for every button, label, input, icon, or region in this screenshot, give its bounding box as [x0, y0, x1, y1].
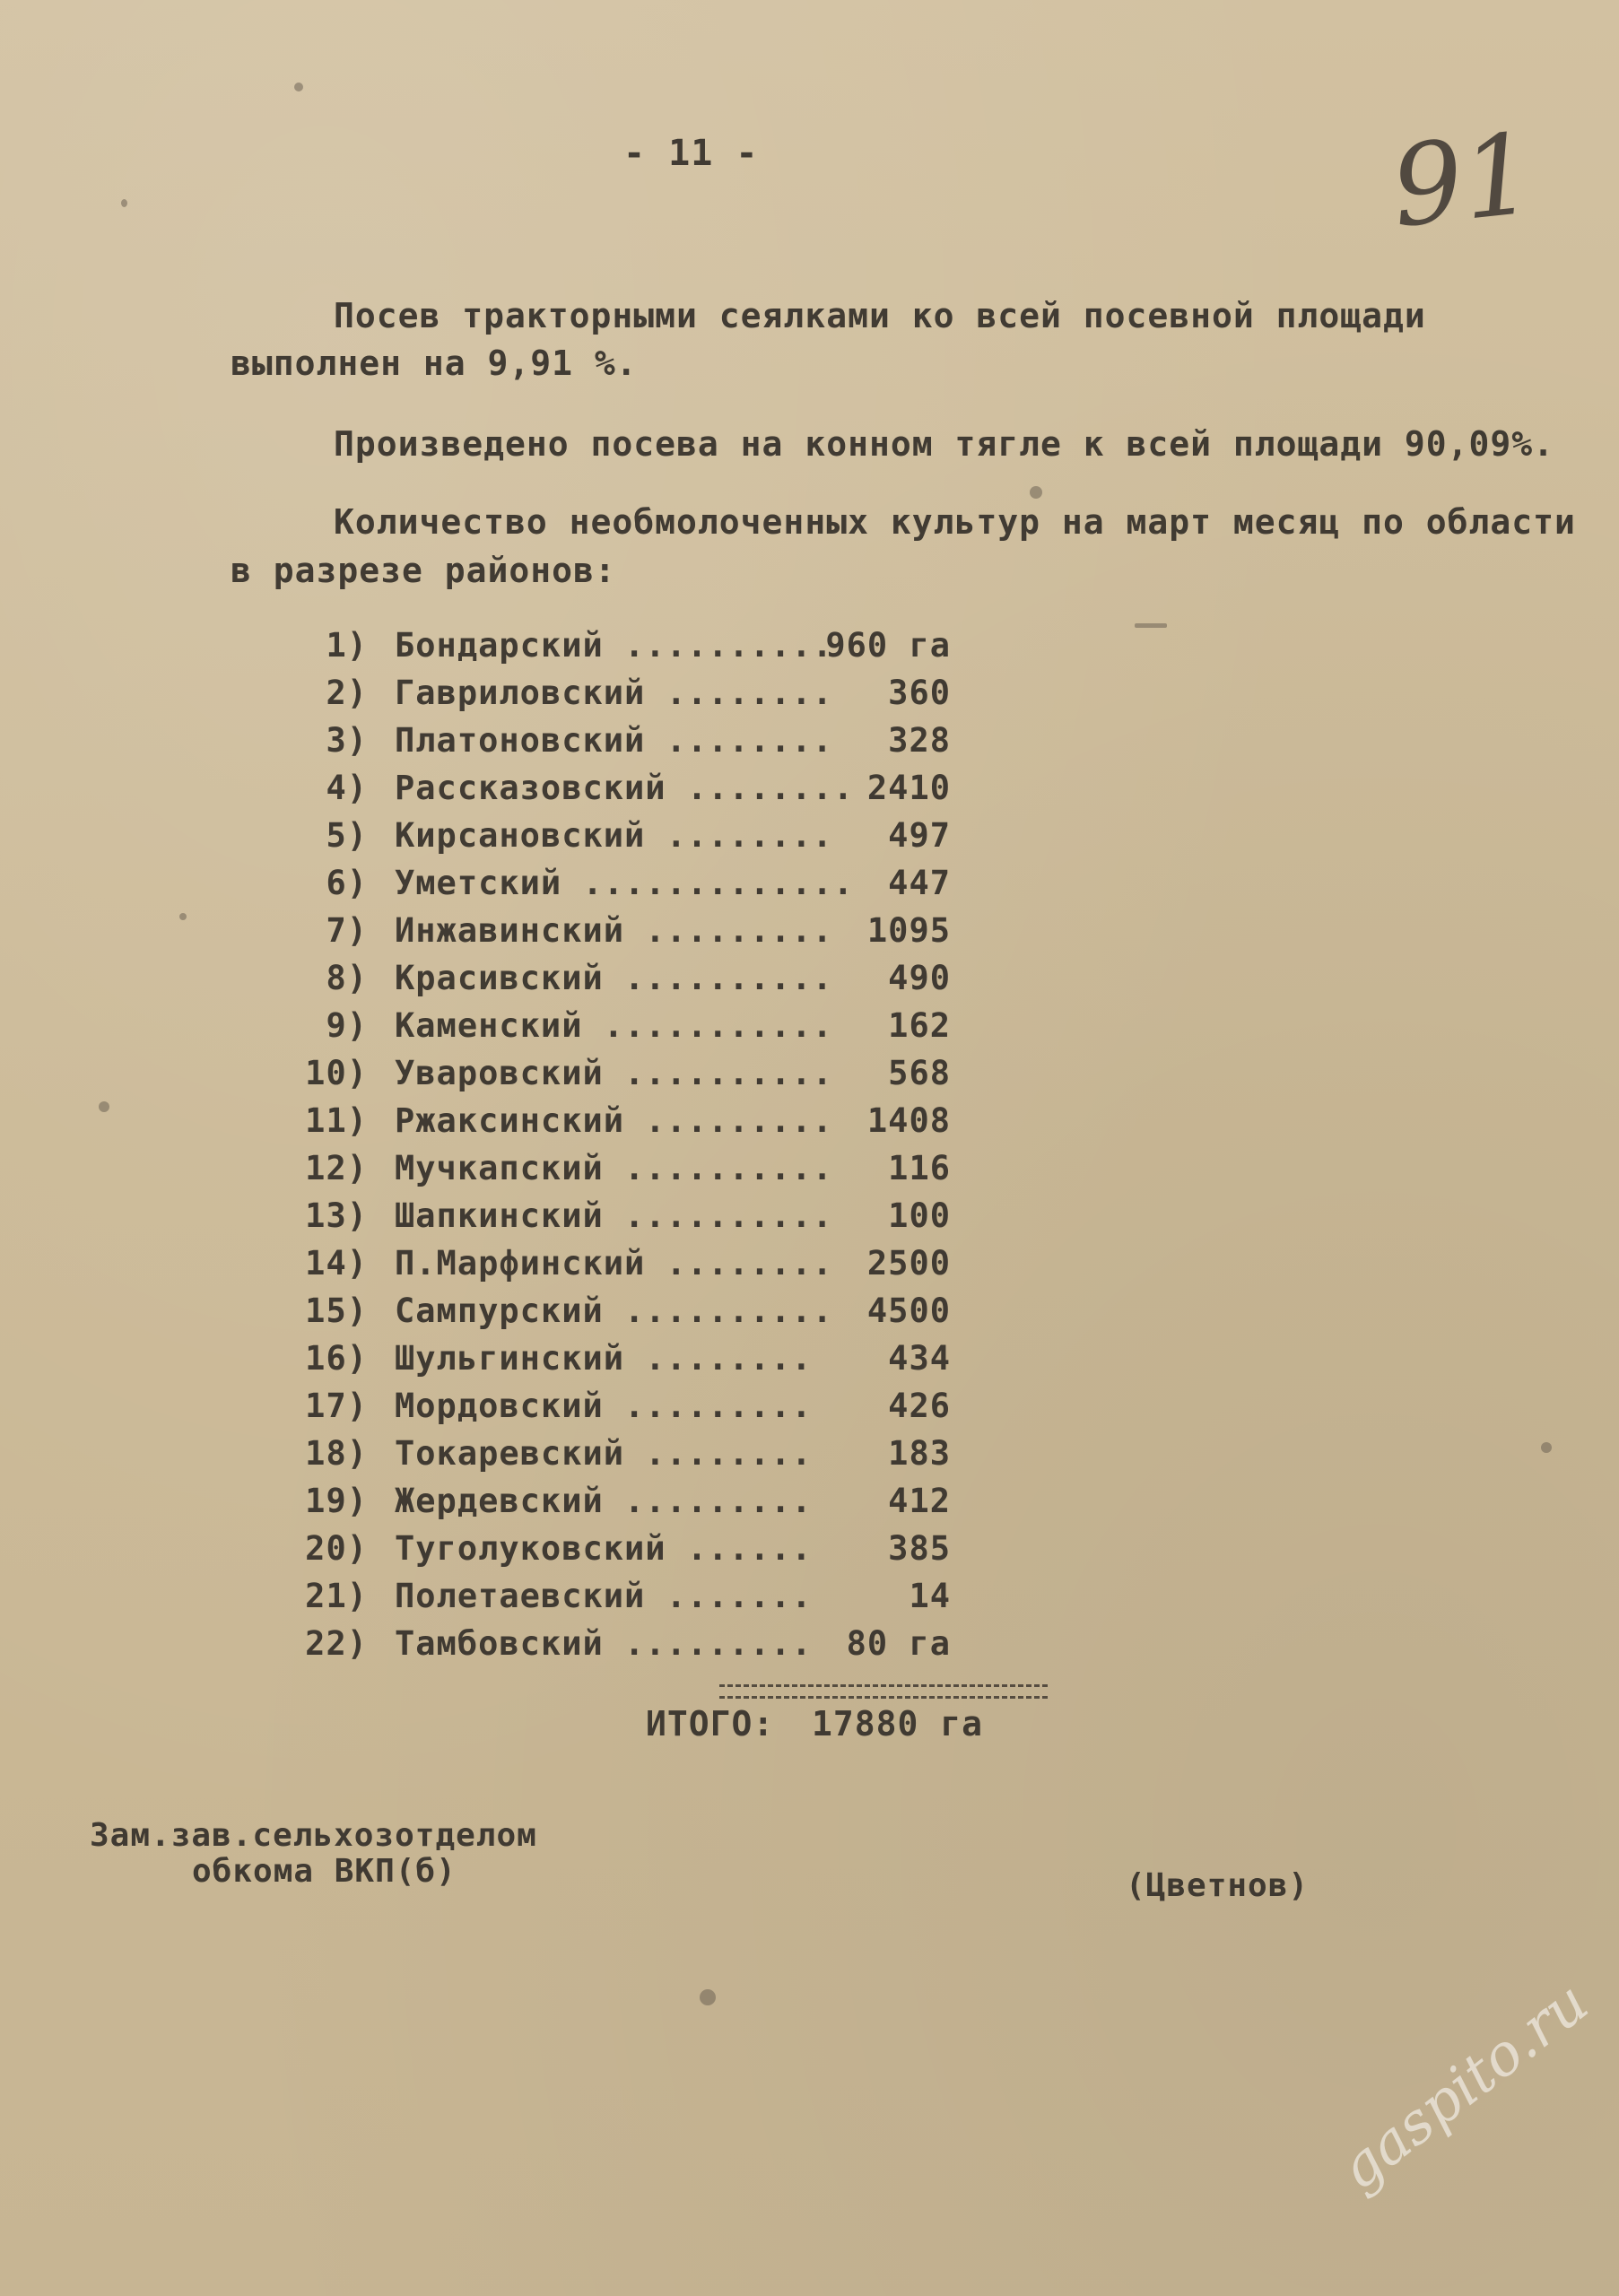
list-item [296, 626, 1014, 674]
district-name: Кирсановский ........ [395, 816, 833, 855]
district-name: Гавриловский ........ [395, 674, 833, 712]
district-name: Уметский ............. [395, 864, 855, 902]
district-name: Инжавинский ......... [395, 911, 833, 950]
list-item [296, 911, 1014, 959]
signatory-name: (Цветнов) [1126, 1867, 1310, 1904]
district-name: Каменский ........... [395, 1006, 833, 1045]
district-name: Туголуковский ...... [395, 1529, 813, 1568]
paper-speck [1541, 1442, 1552, 1453]
district-number: 3) [326, 721, 368, 760]
district-name: Полетаевский ....... [395, 1577, 813, 1615]
district-value: 100 [888, 1196, 951, 1235]
list-item [296, 1434, 1014, 1482]
district-name: Мордовский ......... [395, 1387, 813, 1425]
district-name: Уваровский .......... [395, 1054, 833, 1092]
district-number: 10) [305, 1054, 368, 1092]
list-item [296, 1244, 1014, 1292]
list-item [296, 721, 1014, 769]
list-item [296, 1529, 1014, 1577]
district-value: 360 [888, 674, 951, 712]
list-item [296, 1196, 1014, 1244]
district-name: Бондарский .......... [395, 626, 833, 665]
page-number: - 11 - [623, 133, 759, 174]
district-number: 8) [326, 959, 368, 997]
district-value: 385 [888, 1529, 951, 1568]
district-number: 1) [326, 626, 368, 665]
paper-speck [99, 1101, 109, 1112]
paper-speck [294, 83, 303, 91]
district-name: Шульгинский ........ [395, 1339, 813, 1378]
district-number: 9) [326, 1006, 368, 1045]
list-item [296, 1054, 1014, 1101]
district-number: 20) [305, 1529, 368, 1568]
list-item [296, 1339, 1014, 1387]
district-name: Сампурский .......... [395, 1292, 833, 1330]
district-number: 15) [305, 1292, 368, 1330]
district-list [296, 626, 1014, 1672]
paragraph-tractor-sowing-line2: выполнен на 9,91 %. [231, 344, 638, 383]
district-number: 4) [326, 769, 368, 807]
district-value: 2500 [866, 1244, 951, 1283]
paragraph-unthreshed-line2: в разрезе районов: [231, 551, 616, 590]
district-value: 80 га [846, 1624, 951, 1663]
district-name: Рассказовский ........ [395, 769, 855, 807]
district-number: 13) [305, 1196, 368, 1235]
list-item [296, 1149, 1014, 1196]
district-number: 21) [305, 1577, 368, 1615]
district-value: 2410 [866, 769, 951, 807]
list-item [296, 1577, 1014, 1624]
signatory-title-line2: обкома ВКП(б) [192, 1853, 457, 1890]
district-name: Ржаксинский ......... [395, 1101, 833, 1140]
paper-speck [121, 199, 127, 207]
district-value: 960 га [825, 626, 951, 665]
district-name: Платоновский ........ [395, 721, 833, 760]
district-value: 116 [888, 1149, 951, 1187]
list-item [296, 1387, 1014, 1434]
district-value: 1408 [866, 1101, 951, 1140]
district-value: 4500 [866, 1292, 951, 1330]
district-name: Красивский .......... [395, 959, 833, 997]
list-item [296, 1006, 1014, 1054]
paragraph-unthreshed-line1: Количество необмолоченных культур на март месяц по области [334, 502, 1576, 542]
paper-speck [179, 913, 187, 920]
district-value: 447 [888, 864, 951, 902]
district-number: 16) [305, 1339, 368, 1378]
list-item [296, 1482, 1014, 1529]
district-number: 12) [305, 1149, 368, 1187]
district-name: Токаревский ........ [395, 1434, 813, 1473]
paper-speck [700, 1989, 716, 2005]
total-value: 17880 га [812, 1704, 984, 1744]
district-value: 426 [888, 1387, 951, 1425]
list-item [296, 1101, 1014, 1149]
total-double-rule [719, 1684, 1048, 1699]
district-number: 19) [305, 1482, 368, 1520]
list-item [296, 864, 1014, 911]
district-value: 183 [888, 1434, 951, 1473]
site-watermark: gaspito.ru [1327, 1969, 1601, 2204]
district-name: Мучкапский .......... [395, 1149, 833, 1187]
list-item [296, 769, 1014, 816]
district-number: 17) [305, 1387, 368, 1425]
district-value: 14 [909, 1577, 951, 1615]
signatory-title-line1: Зам.зав.сельхозотделом [90, 1817, 537, 1854]
district-value: 490 [888, 959, 951, 997]
paragraph-horse-traction: Произведено посева на конном тягле к всей площади 90,09%. [334, 424, 1555, 464]
district-value: 568 [888, 1054, 951, 1092]
list-item [296, 959, 1014, 1006]
district-number: 11) [305, 1101, 368, 1140]
district-name: Жердевский ......... [395, 1482, 813, 1520]
list-item [296, 816, 1014, 864]
district-number: 18) [305, 1434, 368, 1473]
list-item [296, 674, 1014, 721]
handwritten-folio-number: 91 [1385, 109, 1540, 253]
district-value: 1095 [866, 911, 951, 950]
district-name: Тамбовский ......... [395, 1624, 813, 1663]
district-number: 14) [305, 1244, 368, 1283]
district-name: П.Марфинский ........ [395, 1244, 833, 1283]
district-name: Шапкинский .......... [395, 1196, 833, 1235]
district-value: 328 [888, 721, 951, 760]
district-number: 22) [305, 1624, 368, 1663]
district-number: 5) [326, 816, 368, 855]
district-number: 7) [326, 911, 368, 950]
district-value: 434 [888, 1339, 951, 1378]
paragraph-tractor-sowing-line1: Посев тракторными сеялками ко всей посевной площади [334, 296, 1426, 335]
district-number: 6) [326, 864, 368, 902]
district-value: 162 [888, 1006, 951, 1045]
district-number: 2) [326, 674, 368, 712]
total-label: ИТОГО: [646, 1704, 775, 1744]
paper-speck [1135, 623, 1167, 628]
paper-speck [1030, 486, 1042, 499]
list-item [296, 1624, 1014, 1672]
district-value: 497 [888, 816, 951, 855]
district-value: 412 [888, 1482, 951, 1520]
list-item [296, 1292, 1014, 1339]
